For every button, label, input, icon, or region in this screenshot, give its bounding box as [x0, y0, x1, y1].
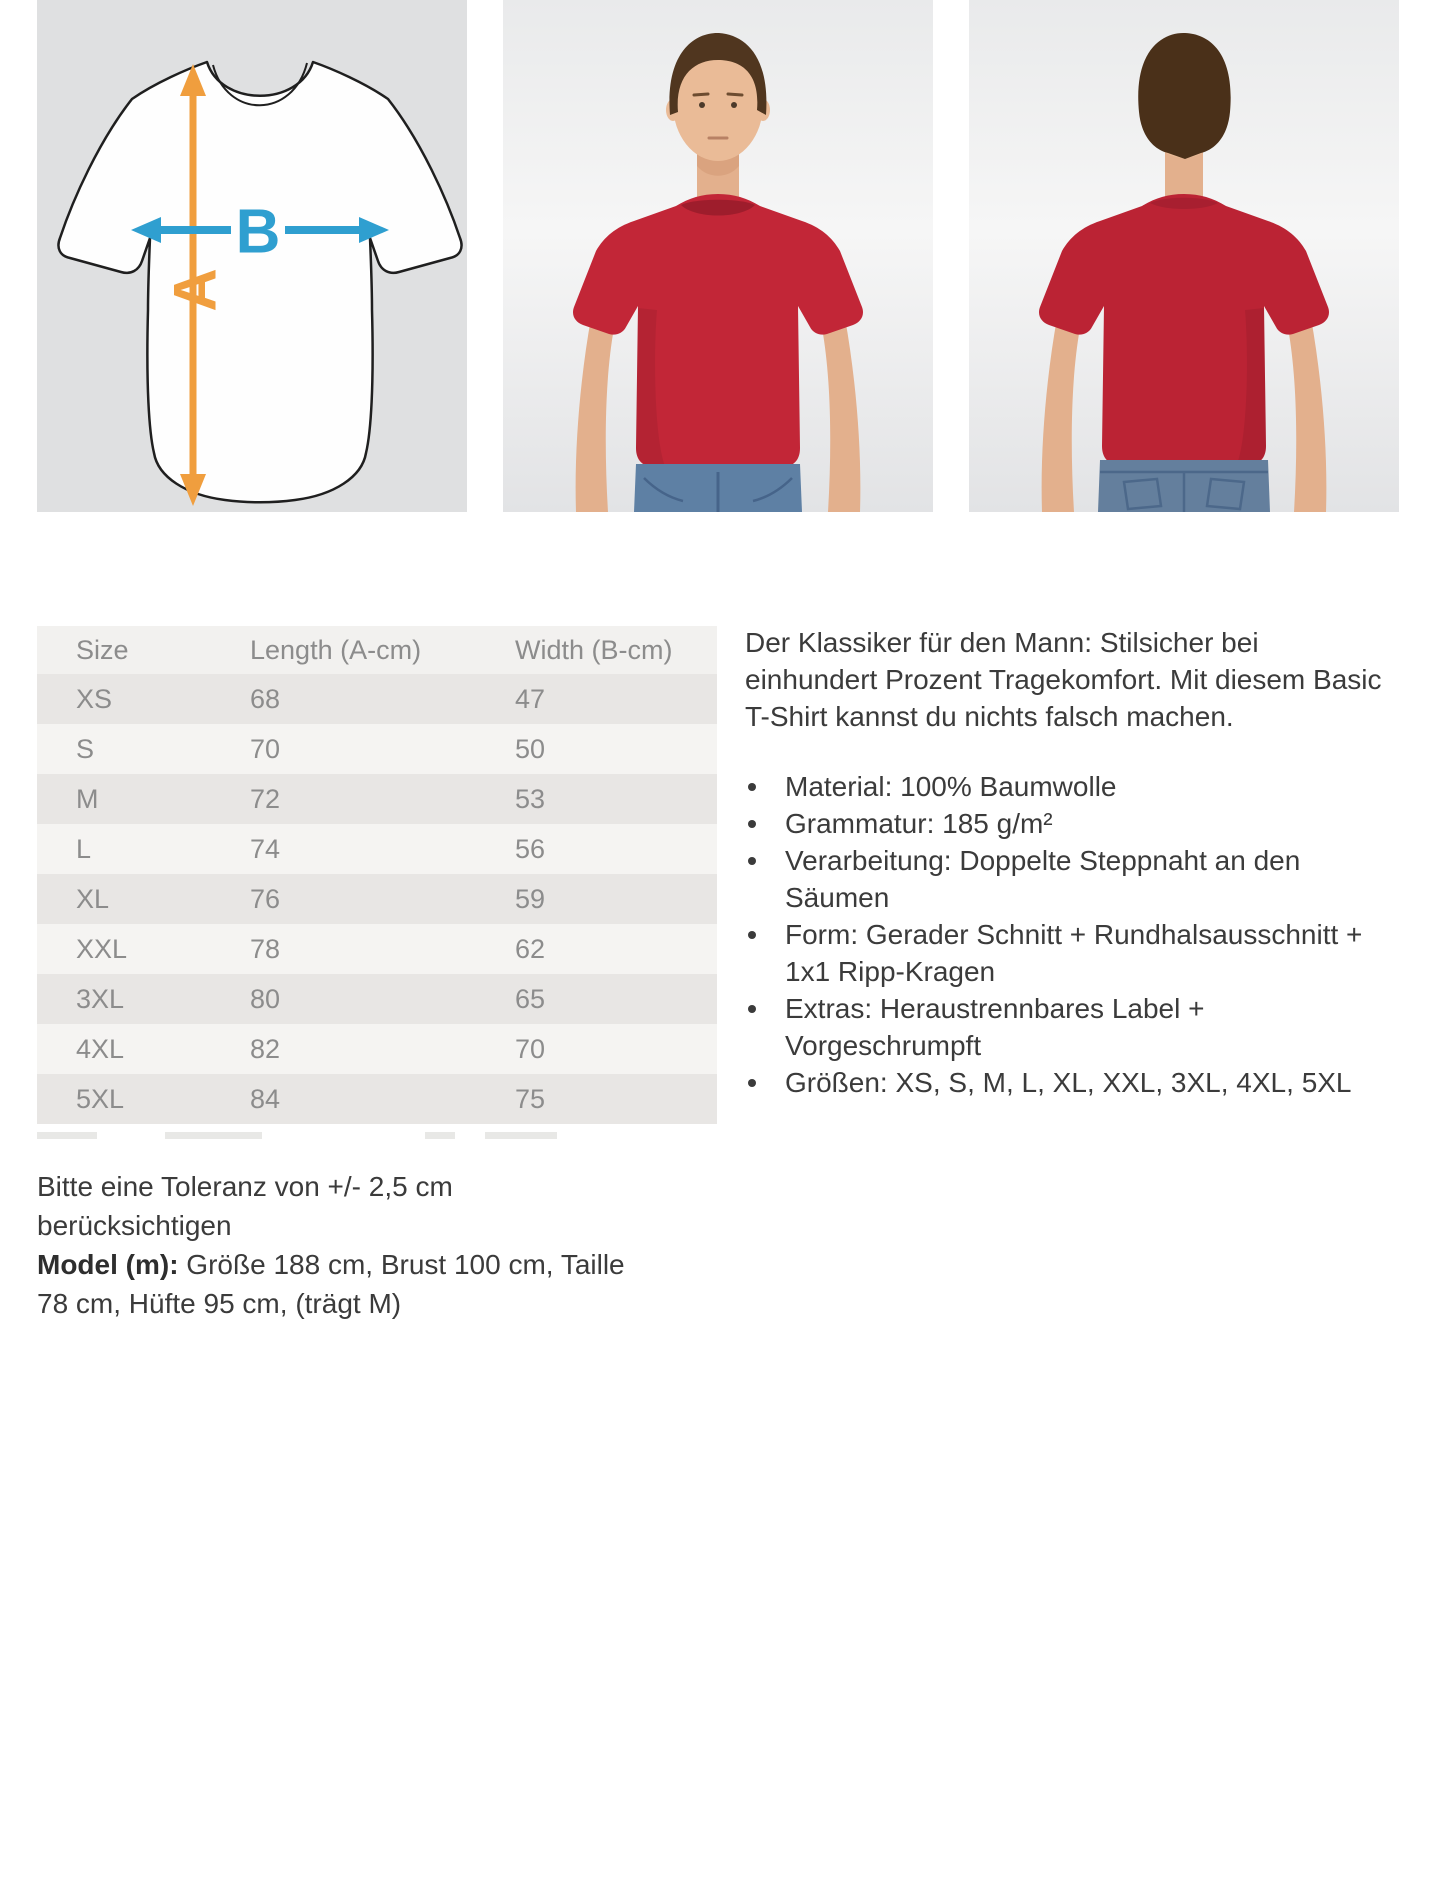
size-measurement-diagram [37, 0, 467, 512]
product-photo-back [969, 0, 1399, 512]
cell-size: L [37, 824, 250, 874]
left-eye [699, 102, 705, 108]
bullet-dot-icon [748, 857, 756, 865]
cell-size: XS [37, 674, 250, 724]
spec-text: Form: Gerader Schnitt + Rundhalsausschnitt + 1x1 Ripp-Kragen [785, 919, 1363, 987]
cell-length: 68 [250, 674, 515, 724]
bullet-dot-icon [748, 820, 756, 828]
right-eye [731, 102, 737, 108]
product-image-gallery [37, 0, 1399, 512]
cell-length: 84 [250, 1074, 515, 1124]
model-info-text: Größe 188 cm, Brust 100 cm, Taille 78 cm, Hüfte 95 cm, (trägt M) [37, 1249, 625, 1319]
cell-size: 3XL [37, 974, 250, 1024]
cell-size: XXL [37, 924, 250, 974]
model-info-label: Model (m): [37, 1249, 179, 1280]
table-row-xl [37, 874, 717, 924]
cell-length: 74 [250, 824, 515, 874]
label-b: B [235, 197, 281, 267]
bullet-dot-icon [748, 783, 756, 791]
spec-list [745, 768, 1393, 1101]
cell-length: 80 [250, 974, 515, 1024]
cell-width: 75 [515, 1074, 717, 1124]
col-header-length: Length (A-cm) [250, 626, 515, 674]
table-row-4xl [37, 1024, 717, 1074]
spec-bullet-groessen [745, 1064, 1393, 1101]
description-intro: Der Klassiker für den Mann: Stilsicher bei einhundert Prozent Tragekomfort. Mit diesem Basic T-Shirt kannst du nichts falsch machen. [745, 627, 1382, 732]
bullet-dot-icon [748, 1005, 756, 1013]
spec-bullet-verarbeitung [745, 842, 1393, 916]
cell-width: 65 [515, 974, 717, 1024]
cell-length: 82 [250, 1024, 515, 1074]
spec-bullet-material [745, 768, 1393, 805]
cell-length: 70 [250, 724, 515, 774]
bullet-dot-icon [748, 931, 756, 939]
spec-bullet-form [745, 916, 1393, 990]
label-a: A [161, 268, 229, 312]
spec-text: Grammatur: 185 g/m² [785, 808, 1053, 839]
cell-length: 76 [250, 874, 515, 924]
cell-size: 4XL [37, 1024, 250, 1074]
spec-text: Größen: XS, S, M, L, XL, XXL, 3XL, 4XL, 5XL [785, 1067, 1352, 1098]
spec-text: Extras: Heraustrennbares Label + Vorgeschrumpft [785, 993, 1205, 1061]
model-front-graphic [503, 0, 933, 512]
tshirt-diagram-graphic [37, 0, 467, 512]
col-header-size: Size [37, 626, 250, 674]
size-table-clipped-row-remnant [37, 1132, 597, 1139]
bullet-dot-icon [748, 1079, 756, 1087]
cell-size: 5XL [37, 1074, 250, 1124]
spec-text: Verarbeitung: Doppelte Steppnaht an den Säumen [785, 845, 1301, 913]
table-row-xs [37, 674, 717, 724]
hair-back [1138, 33, 1230, 159]
cell-width: 56 [515, 824, 717, 874]
spec-text: Material: 100% Baumwolle [785, 771, 1117, 802]
cell-width: 59 [515, 874, 717, 924]
model-back-graphic [969, 0, 1399, 512]
cell-size: XL [37, 874, 250, 924]
table-row-xxl [37, 924, 717, 974]
spec-bullet-extras [745, 990, 1393, 1064]
table-row-3xl [37, 974, 717, 1024]
cell-width: 53 [515, 774, 717, 824]
product-description [745, 624, 1393, 1101]
cell-width: 47 [515, 674, 717, 724]
table-row-m [37, 774, 717, 824]
model-info [37, 1245, 645, 1323]
size-table-header-row [37, 626, 717, 674]
cell-width: 62 [515, 924, 717, 974]
spec-bullet-grammatur [745, 805, 1393, 842]
cell-width: 50 [515, 724, 717, 774]
size-table [37, 626, 717, 1124]
cell-length: 78 [250, 924, 515, 974]
tolerance-note: Bitte eine Toleranz von +/- 2,5 cm berücksichtigen [37, 1171, 453, 1241]
table-row-l [37, 824, 717, 874]
product-photo-front [503, 0, 933, 512]
col-header-width: Width (B-cm) [515, 626, 717, 674]
cell-size: M [37, 774, 250, 824]
cell-width: 70 [515, 1024, 717, 1074]
cell-size: S [37, 724, 250, 774]
cell-length: 72 [250, 774, 515, 824]
table-row-5xl [37, 1074, 717, 1124]
table-row-s [37, 724, 717, 774]
measurement-notes [37, 1167, 645, 1323]
